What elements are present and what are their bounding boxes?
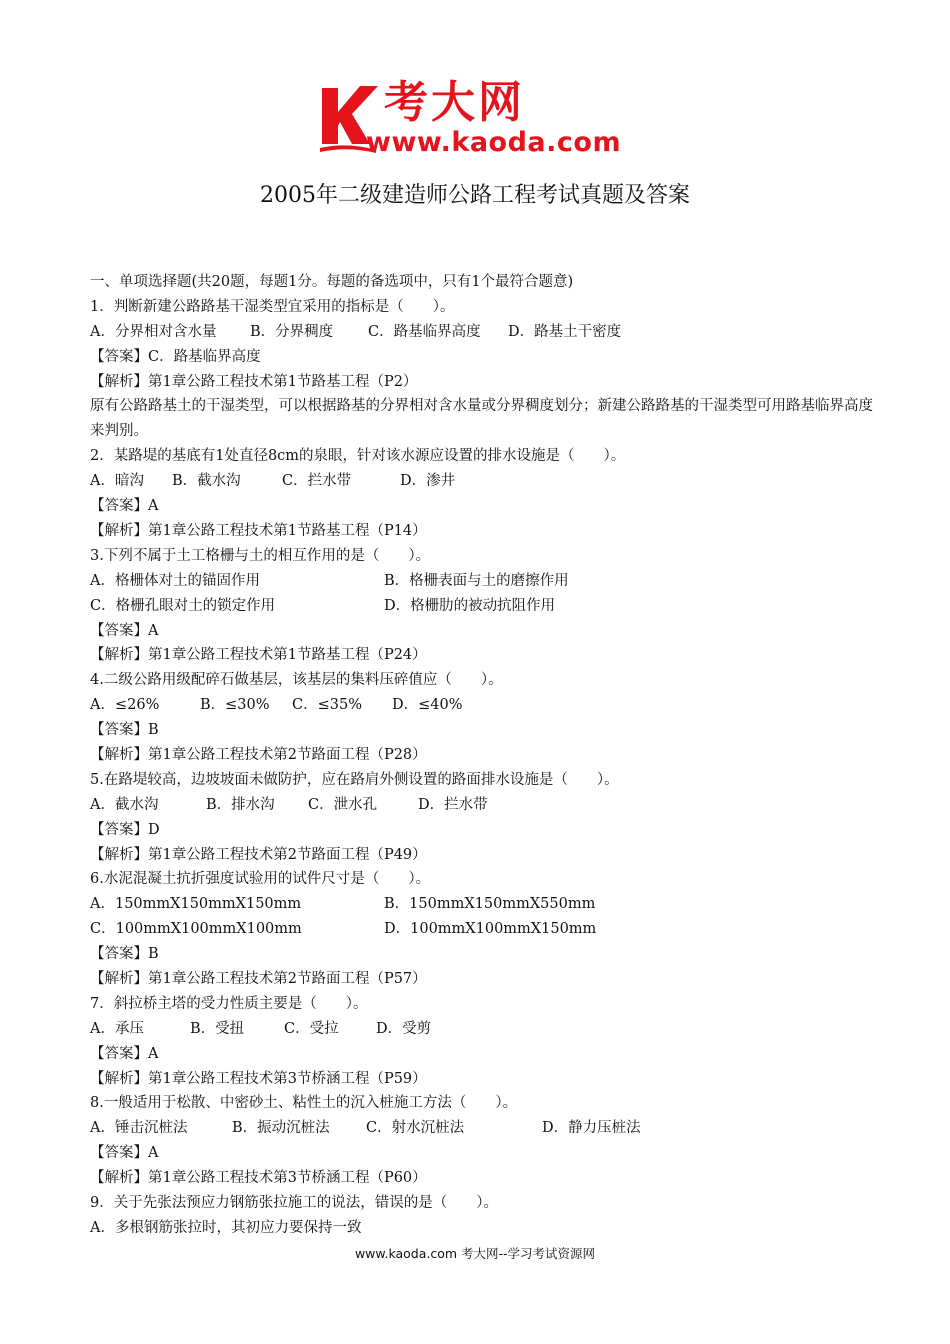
option-text: D．格栅肋的被动抗阻作用	[384, 597, 556, 614]
option-row	[90, 320, 880, 345]
option-row	[90, 693, 880, 718]
question-block	[90, 992, 880, 1092]
question-stem: 5.在路堤较高，边坡坡面未做防护，应在路肩外侧设置的路面排水设施是（ ）。	[90, 771, 619, 788]
option-text: C．100mmX100mmX100mm	[90, 921, 302, 938]
option-text: A．暗沟	[90, 473, 144, 490]
option-text: C．射水沉桩法	[366, 1120, 465, 1137]
option-text: B．受扭	[190, 1020, 245, 1037]
option-row	[90, 1116, 880, 1141]
answer-line: 【答案】A	[90, 498, 159, 515]
page-footer: www.kaoda.com 考大网--学习考试资源网	[354, 1246, 596, 1261]
answer-line: 【答案】B	[90, 722, 159, 739]
answer-line: 【答案】A	[90, 622, 159, 639]
question-stem: 6.水泥混凝土抗折强度试验用的试件尺寸是（ ）。	[90, 871, 431, 888]
question-block	[90, 867, 880, 991]
question-block	[90, 1091, 880, 1191]
question-stem: 1．判断新建公路路基干湿类型宜采用的指标是（ ）。	[90, 298, 455, 315]
document-title: 2005年二级建造师公路工程考试真题及答案	[260, 183, 690, 208]
analysis-line: 【解析】第1章公路工程技术第2节路面工程（P49）	[90, 846, 427, 863]
question-stem: 8.一般适用于松散、中密砂土、粘性土的沉入桩施工方法（ ）。	[90, 1095, 518, 1112]
answer-line: 【答案】A	[90, 1045, 159, 1062]
option-text: B．格栅表面与土的磨擦作用	[384, 572, 569, 589]
analysis-line: 【解析】第1章公路工程技术第1节路基工程（P14）	[90, 522, 427, 539]
option-text: D．静力压桩法	[542, 1120, 641, 1137]
question-list	[90, 295, 880, 1241]
analysis-line: 【解析】第1章公路工程技术第3节桥涵工程（P60）	[90, 1170, 427, 1187]
question-stem: 3.下列不属于土工格栅与土的相互作用的是（ ）。	[90, 547, 431, 564]
option-text: B．振动沉桩法	[232, 1120, 330, 1137]
option-text: B．≤30%	[200, 697, 270, 714]
question-stem: 2．某路堤的基底有1处直径8cm的泉眼，针对该水源应设置的排水设施是（ ）。	[90, 448, 626, 465]
option-text: D．渗井	[400, 473, 456, 490]
option-text: B．150mmX150mmX550mm	[384, 896, 596, 913]
explanation-text: 原有公路路基土的干湿类型，可以根据路基的分界相对含水量或分界稠度划分；新建公路路基的干湿类型可用路基临界高度来判别。	[90, 398, 873, 440]
analysis-line: 【解析】第1章公路工程技术第3节桥涵工程（P59）	[90, 1070, 427, 1087]
option-row	[90, 469, 880, 494]
option-row	[90, 569, 880, 594]
section-heading: 一、单项选择题(共20题，每题1分。每题的备选项中，只有1个最符合题意)	[90, 274, 574, 290]
analysis-line: 【解析】第1章公路工程技术第2节路面工程（P57）	[90, 970, 427, 987]
option-text: B．排水沟	[206, 796, 275, 813]
option-text: D．≤40%	[392, 697, 463, 714]
option-row	[90, 594, 880, 619]
question-stem: 7．斜拉桥主塔的受力性质主要是（ ）。	[90, 995, 368, 1012]
option-text: A．截水沟	[90, 796, 159, 813]
document-body	[90, 270, 880, 1241]
option-text: A．≤26%	[90, 697, 160, 714]
answer-line: 【答案】C．路基临界高度	[90, 348, 261, 365]
option-text: B．截水沟	[172, 473, 241, 490]
question-block	[90, 295, 880, 444]
analysis-line: 【解析】第1章公路工程技术第2节路面工程（P28）	[90, 746, 427, 763]
option-row	[90, 1017, 880, 1042]
option-text: C．拦水带	[282, 473, 352, 490]
option-text: C．泄水孔	[308, 796, 378, 813]
option-text: A．150mmX150mmX150mm	[90, 896, 302, 913]
question-stem: 4.二级公路用级配碎石做基层，该基层的集料压碎值应（ ）。	[90, 672, 503, 689]
option-row	[90, 793, 880, 818]
option-text: C．格栅孔眼对土的锁定作用	[90, 597, 276, 614]
question-block	[90, 668, 880, 768]
option-text: D．拦水带	[418, 796, 488, 813]
option-text: A．承压	[90, 1020, 144, 1037]
logo-title: 考大网	[384, 77, 525, 128]
option-text: D．受剪	[376, 1020, 432, 1037]
option-text: D．路基土干密度	[508, 323, 622, 340]
analysis-line: 【解析】第1章公路工程技术第1节路基工程（P24）	[90, 647, 427, 664]
option-text: A．锤击沉桩法	[90, 1120, 188, 1137]
option-text: C．路基临界高度	[368, 323, 481, 340]
question-block	[90, 444, 880, 544]
option-text: A．分界相对含水量	[90, 323, 217, 340]
analysis-line: 【解析】第1章公路工程技术第1节路基工程（P2）	[90, 373, 418, 390]
option-text: C．受拉	[284, 1020, 339, 1037]
question-block	[90, 1191, 880, 1241]
option-text: D．100mmX100mmX150mm	[384, 921, 597, 938]
answer-line: 【答案】B	[90, 946, 159, 963]
option-text: B．分界稠度	[250, 323, 334, 340]
option-text: A．格栅体对土的锚固作用	[90, 572, 260, 589]
option-row	[90, 1216, 880, 1241]
question-block	[90, 544, 880, 668]
answer-line: 【答案】A	[90, 1145, 159, 1162]
answer-line: 【答案】D	[90, 821, 160, 838]
option-text: A．多根钢筋张拉时，其初应力要保持一致	[90, 1219, 362, 1236]
option-text: C．≤35%	[292, 697, 362, 714]
kaoda-logo	[318, 78, 638, 160]
question-block	[90, 768, 880, 868]
option-row	[90, 892, 880, 917]
logo-url: www.kaoda.com	[366, 127, 622, 158]
option-row	[90, 917, 880, 942]
question-stem: 9．关于先张法预应力钢筋张拉施工的说法，错误的是（ ）。	[90, 1194, 498, 1211]
